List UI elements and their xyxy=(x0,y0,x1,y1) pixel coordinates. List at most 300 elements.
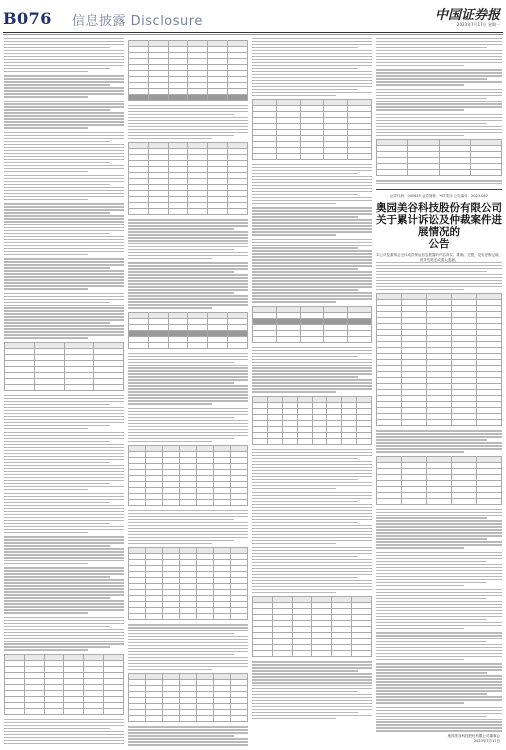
text-line xyxy=(128,531,248,532)
text-block xyxy=(376,180,502,184)
text-line xyxy=(252,388,372,389)
text-line xyxy=(128,648,248,649)
text-line xyxy=(252,470,372,471)
table-cell xyxy=(129,342,149,348)
table-cell xyxy=(180,499,197,505)
table-cell xyxy=(188,209,208,215)
text-line xyxy=(128,528,248,529)
text-line xyxy=(128,289,248,290)
text-line xyxy=(252,473,372,474)
text-line xyxy=(4,557,124,558)
table-cell xyxy=(477,420,502,426)
text-block xyxy=(4,395,124,429)
table-cell xyxy=(253,651,273,657)
text-line xyxy=(252,367,372,368)
text-line xyxy=(128,370,248,371)
text-line xyxy=(376,433,502,434)
text-line xyxy=(252,219,372,220)
text-block xyxy=(376,663,502,703)
text-line xyxy=(376,659,464,660)
text-line xyxy=(4,178,124,179)
text-line xyxy=(4,526,124,527)
text-line xyxy=(128,111,248,112)
text-line xyxy=(4,273,124,274)
text-line xyxy=(128,286,248,287)
text-line xyxy=(252,203,336,204)
text-line xyxy=(376,727,502,728)
text-line xyxy=(376,529,502,530)
text-line xyxy=(252,559,372,560)
table-cell xyxy=(427,420,452,426)
text-line xyxy=(252,385,372,386)
text-line xyxy=(376,38,502,39)
text-line xyxy=(4,156,124,157)
text-line xyxy=(252,492,372,493)
text-line xyxy=(376,135,464,136)
page-footer xyxy=(448,734,501,744)
text-block xyxy=(4,75,124,97)
text-line xyxy=(376,75,502,76)
text-line xyxy=(128,246,248,247)
text-line xyxy=(252,173,358,174)
text-line xyxy=(252,277,372,278)
table-cell xyxy=(327,438,342,444)
text-line xyxy=(4,539,124,540)
text-line xyxy=(4,135,124,136)
text-line xyxy=(4,209,124,210)
text-line xyxy=(252,498,372,499)
text-line xyxy=(4,480,124,481)
text-line xyxy=(4,453,124,454)
text-line xyxy=(128,258,212,259)
text-line xyxy=(252,185,372,186)
text-line xyxy=(376,56,502,57)
text-line xyxy=(252,347,372,348)
page-number: B076 xyxy=(3,9,52,28)
table-cell xyxy=(352,651,372,657)
text-line xyxy=(4,740,124,741)
table-cell xyxy=(282,438,297,444)
text-line xyxy=(4,612,88,613)
text-line xyxy=(252,688,372,689)
text-block xyxy=(4,432,124,490)
text-line xyxy=(252,577,358,578)
table-cell xyxy=(146,716,163,722)
text-line xyxy=(376,647,502,648)
text-line xyxy=(252,216,358,217)
text-line xyxy=(376,512,502,513)
data-table xyxy=(252,396,372,445)
table-cell xyxy=(197,499,214,505)
text-line xyxy=(4,337,88,338)
text-line xyxy=(376,604,502,605)
text-line xyxy=(4,150,124,151)
table-cell xyxy=(208,342,228,348)
text-line xyxy=(128,438,234,439)
text-line xyxy=(4,743,124,744)
text-line xyxy=(252,461,372,462)
table-cell xyxy=(148,95,168,101)
table-cell xyxy=(94,384,124,390)
text-line xyxy=(376,448,502,449)
text-line xyxy=(128,537,248,538)
text-line xyxy=(4,62,124,63)
text-line xyxy=(4,511,124,512)
data-table xyxy=(376,293,502,426)
text-line xyxy=(128,663,248,664)
table-cell xyxy=(228,342,248,348)
text-line xyxy=(128,729,248,730)
text-line xyxy=(128,295,248,296)
text-line xyxy=(252,550,372,551)
text-line xyxy=(4,38,124,39)
text-line xyxy=(252,247,358,248)
table-cell xyxy=(163,716,180,722)
text-line xyxy=(128,359,248,360)
text-line xyxy=(376,430,502,431)
text-line xyxy=(128,420,248,421)
text-line xyxy=(376,117,502,118)
text-block xyxy=(376,552,502,586)
text-line xyxy=(376,114,502,115)
table-row xyxy=(253,154,372,160)
text-line xyxy=(4,230,124,231)
data-table xyxy=(128,547,248,620)
text-line xyxy=(4,101,124,102)
table-row xyxy=(377,170,502,176)
text-line xyxy=(252,222,372,223)
text-line xyxy=(252,697,372,698)
text-block xyxy=(128,219,248,259)
text-line xyxy=(4,582,124,583)
data-table xyxy=(252,596,372,657)
text-line xyxy=(4,288,88,289)
table-cell xyxy=(146,499,163,505)
announcement-rule-top xyxy=(376,189,502,190)
text-line xyxy=(4,87,124,88)
text-line xyxy=(252,504,372,505)
text-line xyxy=(128,283,248,284)
text-line xyxy=(4,302,110,303)
text-line xyxy=(252,476,372,477)
text-line xyxy=(4,279,124,280)
text-line xyxy=(252,89,358,90)
text-line xyxy=(128,376,248,377)
text-line xyxy=(128,307,212,308)
text-line xyxy=(128,732,248,733)
text-line xyxy=(376,710,502,711)
text-block xyxy=(4,101,124,129)
text-line xyxy=(252,92,372,93)
text-line xyxy=(128,353,248,354)
text-line xyxy=(4,199,88,200)
text-line xyxy=(4,629,124,630)
text-line xyxy=(252,80,372,81)
text-line xyxy=(376,678,502,679)
text-line xyxy=(4,181,124,182)
text-line xyxy=(128,391,248,392)
text-line xyxy=(4,184,110,185)
text-line xyxy=(252,482,372,483)
text-line xyxy=(128,356,248,357)
text-block xyxy=(376,38,502,66)
data-table xyxy=(376,456,502,505)
text-line xyxy=(376,123,487,124)
text-line xyxy=(376,653,502,654)
text-line xyxy=(376,576,502,577)
text-line xyxy=(4,483,110,484)
text-line xyxy=(252,694,372,695)
text-line xyxy=(4,591,124,592)
text-line xyxy=(4,310,124,311)
text-line xyxy=(4,296,124,297)
text-line xyxy=(4,432,124,433)
text-block xyxy=(128,726,248,746)
text-line xyxy=(4,221,124,222)
text-line xyxy=(376,103,502,104)
text-line xyxy=(252,458,358,459)
text-line xyxy=(376,656,502,657)
text-block xyxy=(252,449,372,489)
text-line xyxy=(252,519,372,520)
text-line xyxy=(252,679,372,680)
text-line xyxy=(128,292,234,293)
text-line xyxy=(376,95,502,96)
table-row xyxy=(377,498,502,504)
text-line xyxy=(4,190,124,191)
text-line xyxy=(4,416,124,417)
text-line xyxy=(4,600,124,601)
column-b xyxy=(128,38,248,746)
text-line xyxy=(4,313,124,314)
text-line xyxy=(128,432,248,433)
text-line xyxy=(4,719,124,720)
text-line xyxy=(252,47,358,48)
text-line xyxy=(252,77,372,78)
text-line xyxy=(376,724,502,725)
text-line xyxy=(128,441,212,442)
text-line xyxy=(376,523,502,524)
text-line xyxy=(252,68,358,69)
table-cell xyxy=(272,651,292,657)
data-table xyxy=(128,312,248,349)
table-cell xyxy=(148,342,168,348)
text-line xyxy=(252,691,358,692)
text-line xyxy=(4,456,124,457)
text-line xyxy=(252,179,372,180)
text-line xyxy=(128,657,248,658)
text-line xyxy=(128,262,248,263)
text-line xyxy=(252,71,372,72)
text-line xyxy=(376,622,502,623)
text-line xyxy=(4,144,124,145)
text-line xyxy=(376,570,502,571)
announcement-header xyxy=(376,186,502,262)
text-line xyxy=(4,489,88,490)
table-cell xyxy=(348,336,372,342)
text-line xyxy=(252,200,372,201)
table-cell xyxy=(231,614,248,620)
text-line xyxy=(128,636,248,637)
text-line xyxy=(376,520,502,521)
table-cell xyxy=(44,708,64,714)
text-line xyxy=(128,408,248,409)
text-line xyxy=(252,95,336,96)
text-line xyxy=(376,65,464,66)
text-line xyxy=(376,579,502,580)
text-line xyxy=(4,109,110,110)
text-line xyxy=(4,127,88,128)
text-line xyxy=(376,271,487,272)
text-line xyxy=(376,690,502,691)
text-line xyxy=(128,373,248,374)
text-line xyxy=(4,305,124,306)
text-block xyxy=(128,105,248,139)
text-line xyxy=(252,682,372,683)
text-line xyxy=(252,350,372,351)
text-line xyxy=(376,538,487,539)
text-line xyxy=(128,114,234,115)
text-line xyxy=(376,628,464,629)
text-line xyxy=(4,65,124,66)
text-line xyxy=(4,270,124,271)
text-line xyxy=(128,411,248,412)
text-line xyxy=(252,274,372,275)
text-line xyxy=(4,141,110,142)
text-line xyxy=(128,639,248,640)
text-line xyxy=(252,373,372,374)
text-line xyxy=(252,283,372,284)
text-line xyxy=(4,428,88,429)
text-line xyxy=(4,299,124,300)
announcement-code-line: 证券代码：000615 证券简称：*ST美谷 公告编号：2023-047 xyxy=(389,193,489,198)
text-line xyxy=(128,642,248,643)
text-line xyxy=(128,271,234,272)
announcement-title-line3: 公告 xyxy=(428,237,450,250)
text-block xyxy=(4,38,124,72)
text-line xyxy=(128,379,248,380)
text-line xyxy=(4,508,124,509)
footer-date: 2023年7月17日 xyxy=(473,739,500,743)
text-line xyxy=(252,670,358,671)
text-line xyxy=(252,528,372,529)
text-line xyxy=(4,112,124,113)
text-line xyxy=(252,553,372,554)
text-line xyxy=(4,594,124,595)
text-line xyxy=(128,426,248,427)
text-line xyxy=(4,227,124,228)
text-line xyxy=(128,633,234,634)
text-line xyxy=(128,249,234,250)
text-line xyxy=(376,716,487,717)
text-line xyxy=(376,619,487,620)
text-line xyxy=(4,218,124,219)
text-line xyxy=(252,170,372,171)
table-cell xyxy=(300,154,324,160)
text-line xyxy=(376,126,502,127)
text-line xyxy=(376,442,502,443)
text-line xyxy=(128,394,248,395)
text-line xyxy=(4,175,124,176)
text-line xyxy=(252,38,372,39)
text-line xyxy=(4,554,124,555)
text-line xyxy=(252,65,372,66)
text-line xyxy=(376,59,502,60)
text-line xyxy=(252,298,372,299)
text-line xyxy=(252,507,372,508)
table-cell xyxy=(253,336,277,342)
text-line xyxy=(252,44,372,45)
text-line xyxy=(252,50,372,51)
text-block xyxy=(252,547,372,593)
text-line xyxy=(252,391,336,392)
table-row xyxy=(129,209,248,215)
text-line xyxy=(4,196,124,197)
text-line xyxy=(252,712,358,713)
text-line xyxy=(4,68,110,69)
text-block xyxy=(252,347,372,393)
announcement-title-line2: 关于累计诉讼及仲裁案件进展情况的 xyxy=(376,213,502,238)
text-line xyxy=(4,641,124,642)
section-title-cn: 信息披露 xyxy=(72,14,127,29)
text-line xyxy=(252,191,372,192)
text-line xyxy=(4,573,124,574)
table-row xyxy=(129,614,248,620)
newspaper-logo: 中国证券报 xyxy=(434,8,500,23)
data-table xyxy=(128,673,248,722)
text-line xyxy=(252,250,372,251)
text-line xyxy=(252,568,372,569)
table-cell xyxy=(129,716,146,722)
table-cell xyxy=(148,209,168,215)
column-c xyxy=(252,38,372,746)
text-line xyxy=(128,627,248,628)
table-cell xyxy=(297,438,312,444)
table-cell xyxy=(188,95,208,101)
text-line xyxy=(4,643,124,644)
table-cell xyxy=(5,708,25,714)
text-line xyxy=(376,180,502,181)
text-line xyxy=(376,517,487,518)
table-cell xyxy=(324,336,348,342)
table-cell xyxy=(84,708,104,714)
text-line xyxy=(376,625,502,626)
text-line xyxy=(376,106,502,107)
table-cell xyxy=(168,95,188,101)
text-line xyxy=(4,93,124,94)
text-line xyxy=(4,187,124,188)
text-line xyxy=(376,289,464,290)
text-line xyxy=(4,81,124,82)
text-line xyxy=(252,703,372,704)
text-line xyxy=(128,301,248,302)
text-line xyxy=(128,543,212,544)
text-line xyxy=(252,589,372,590)
text-line xyxy=(128,367,248,368)
table-cell xyxy=(34,384,64,390)
text-line xyxy=(128,540,234,541)
text-line xyxy=(4,471,124,472)
text-line xyxy=(4,626,110,627)
text-line xyxy=(128,219,248,220)
text-line xyxy=(4,603,124,604)
text-line xyxy=(252,289,358,290)
table-cell xyxy=(146,614,163,620)
text-line xyxy=(4,585,124,586)
table-row xyxy=(377,420,502,426)
text-line xyxy=(376,541,502,542)
table-cell xyxy=(104,708,124,714)
